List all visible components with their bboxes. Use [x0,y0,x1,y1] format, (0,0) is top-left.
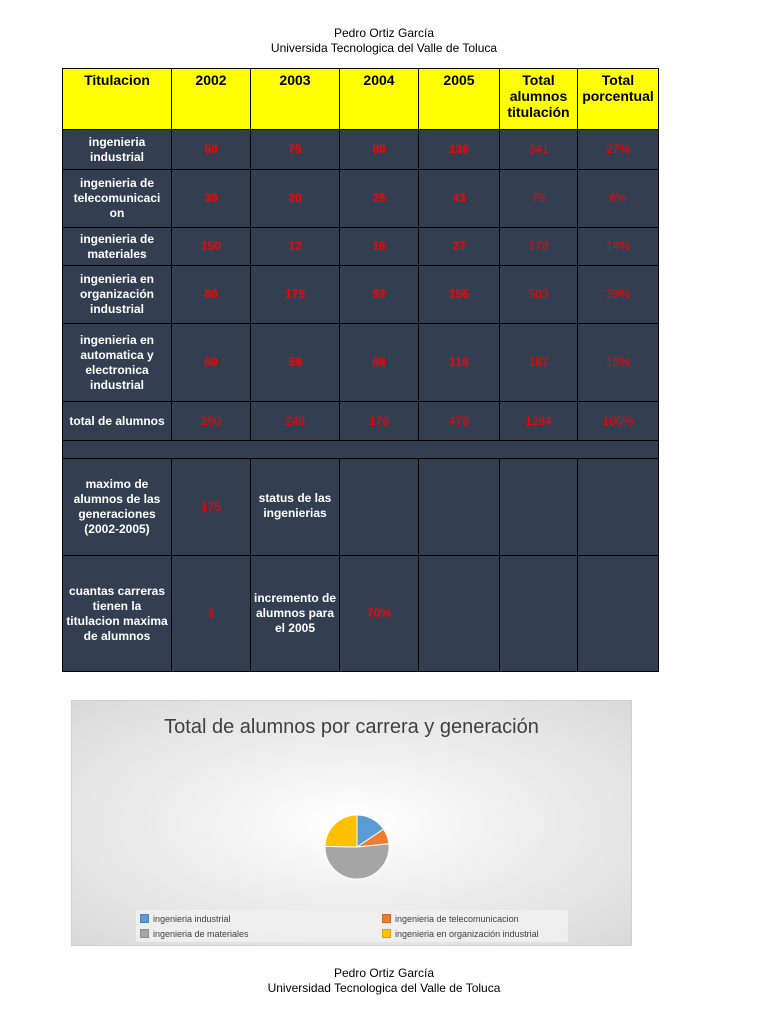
table-cell: 12 [251,228,340,266]
table-row [63,266,659,324]
table-cell: 100% [578,402,659,441]
table-cell: 6% [578,170,659,228]
table-cell: 175 [251,266,340,324]
legend-swatch [140,914,149,923]
table-cell: 290 [172,402,251,441]
table-cell: 68 [340,324,419,402]
pie-chart[interactable] [71,700,632,946]
table-row [63,228,659,266]
column-header: Total porcentual [578,69,659,130]
stats-row [63,459,659,556]
empty-cell [578,459,659,556]
author-name: Pedro Ortiz García [333,26,435,40]
column-header: 2003 [251,69,340,130]
legend-item [382,928,539,940]
increment-label: incremento de alumnos para el 2005 [251,556,340,672]
column-header: 2005 [419,69,500,130]
legend-label: ingenieria de materiales [153,929,249,939]
table-cell: 136 [419,130,500,170]
table-header-row [63,69,659,130]
row-label: total de alumnos [63,402,172,441]
pie-slice[interactable] [325,844,389,879]
legend-item [382,913,519,925]
empty-cell [500,556,578,672]
table-cell: 178 [500,228,578,266]
column-header: 2002 [172,69,251,130]
empty-cell [340,459,419,556]
legend-label: ingenieria en organización industrial [395,929,539,939]
legend-swatch [382,914,391,923]
max-label: maximo de alumnos de las generaciones (2002-2005) [63,459,172,556]
table-cell: 80 [172,266,251,324]
table-cell: 27 [419,228,500,266]
table-cell: 75 [251,130,340,170]
table-cell: 50 [172,130,251,170]
table-cell: 75 [500,170,578,228]
table-cell: 92 [340,266,419,324]
university-name: Universidad Tecnologica del Valle de Toluca [267,981,501,995]
row-label: ingenieria en organización industrial [63,266,172,324]
pie-slice[interactable] [325,815,357,847]
chart-title: Total de alumnos por carrera y generación [164,716,539,738]
column-header: Total alumnos titulación [500,69,578,130]
empty-cell [500,459,578,556]
data-table [62,68,659,672]
table-row [63,324,659,402]
table-cell: 39% [578,266,659,324]
total-row [63,402,659,441]
spacer-row [63,441,659,459]
legend-swatch [382,929,391,938]
legend-label: ingenieria de telecomunicacion [395,914,519,924]
page-footer [0,966,768,996]
chart-legend [136,910,568,942]
table-cell: 14% [578,228,659,266]
empty-cell [578,556,659,672]
table-cell: 187 [500,324,578,402]
table-cell: 60 [172,324,251,402]
table-cell: 478 [419,402,500,441]
empty-cell [419,459,500,556]
careers-value: 3 [172,556,251,672]
increment-value: 70% [340,556,419,672]
careers-label: cuantas carreras tienen la titulacion maxima de alumnos [63,556,172,672]
table-cell: 246 [251,402,340,441]
table-cell: 150 [172,228,251,266]
legend-item [140,913,231,925]
table-cell: 27% [578,130,659,170]
column-header: 2004 [340,69,419,130]
author-name: Pedro Ortiz García [333,966,435,980]
table-cell: 341 [500,130,578,170]
table-row [63,170,659,228]
column-header: Titulacion [63,69,172,130]
legend-swatch [140,929,149,938]
table-cell: 80 [340,130,419,170]
row-label: ingenieria industrial [63,130,172,170]
table-cell: 25 [340,170,419,228]
table-cell: 1284 [500,402,578,441]
table-cell: 176 [340,402,419,441]
legend-label: ingenieria industrial [153,914,231,924]
table-row [63,130,659,170]
table-cell: 16 [340,228,419,266]
stats-row [63,556,659,672]
row-label: ingenieria de telecomunicaci on [63,170,172,228]
empty-cell [419,556,500,672]
row-label: ingenieria de materiales [63,228,172,266]
table-cell: 156 [419,266,500,324]
status-label: status de las ingenierias [251,459,340,556]
table-cell: 20 [251,170,340,228]
row-label: ingenieria en automatica y electronica industrial [63,324,172,402]
spacer-cell [63,441,659,459]
table-cell: 116 [419,324,500,402]
legend-item [140,928,249,940]
page-header [0,26,768,56]
table-cell: 15% [578,324,659,402]
table-cell: 43 [419,170,500,228]
table-cell: 503 [500,266,578,324]
table-cell: 30 [172,170,251,228]
table-cell: 59 [251,324,340,402]
university-name: Universida Tecnologica del Valle de Toluca [270,41,498,55]
max-value: 175 [172,459,251,556]
